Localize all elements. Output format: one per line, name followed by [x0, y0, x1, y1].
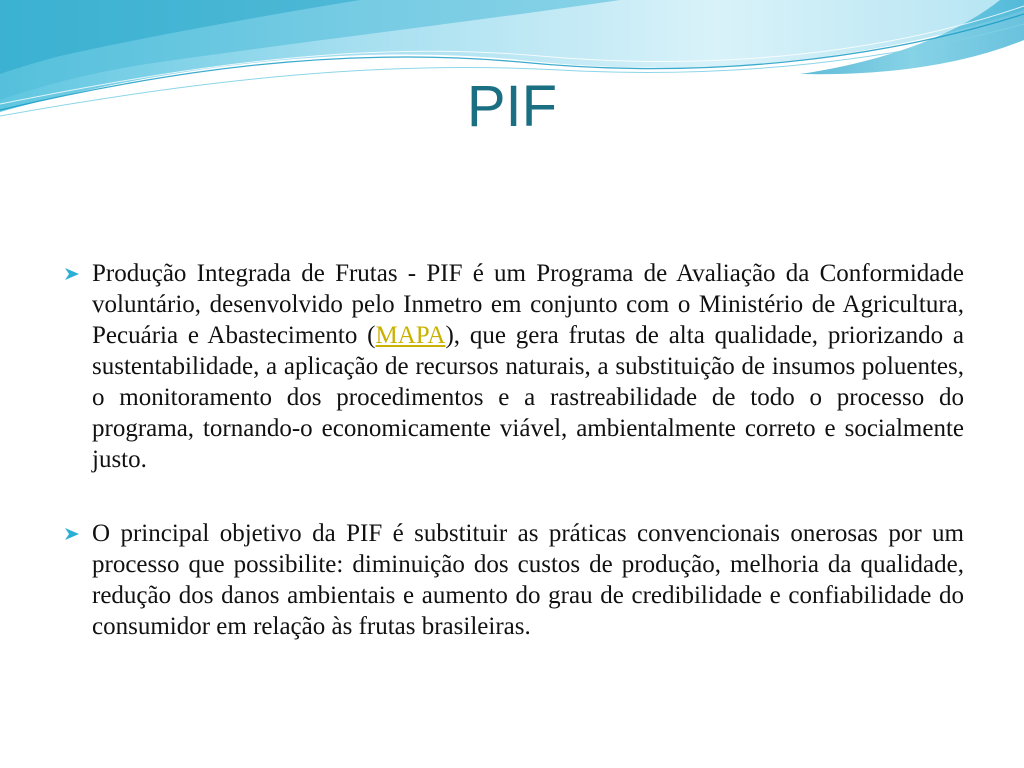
slide-title: PIF [466, 74, 558, 139]
bullet-text: O principal objetivo da PIF é substituir as práticas convencionais onerosas por um processo que possibilite: diminuição dos custos de produção, melhoria da qualidade, redução dos danos ambientais e aumento do grau de credibilidade e confiabilidade do consumidor em relação às frutas brasileiras. [92, 520, 964, 640]
bullet-item-pif-objective [62, 518, 964, 642]
bullet-text-after-link: ), que gera frutas de alta qualidade, priorizando a sustentabilidade, a aplicação de recursos naturais, a substituição de insumos poluentes, o monitoramento dos procedimentos e a rastreabilidade de todo o processo do programa, tornando-o economicamente viável, ambientalmente correto e socialmente justo. [92, 322, 964, 473]
mapa-link[interactable]: MAPA [375, 322, 446, 349]
slide-content [62, 258, 964, 642]
bullet-text-before-link: Produção Integrada de Frutas - PIF é um Programa de Avaliação da Conformidade voluntário, desenvolvido pelo Inmetro em conjunto com o Ministério de Agricultura, Pecuária e Abastecimento ( [92, 260, 964, 349]
bullet-item-pif-definition [62, 258, 964, 475]
arrow-right-icon [64, 267, 80, 281]
arrow-right-icon [64, 527, 80, 541]
